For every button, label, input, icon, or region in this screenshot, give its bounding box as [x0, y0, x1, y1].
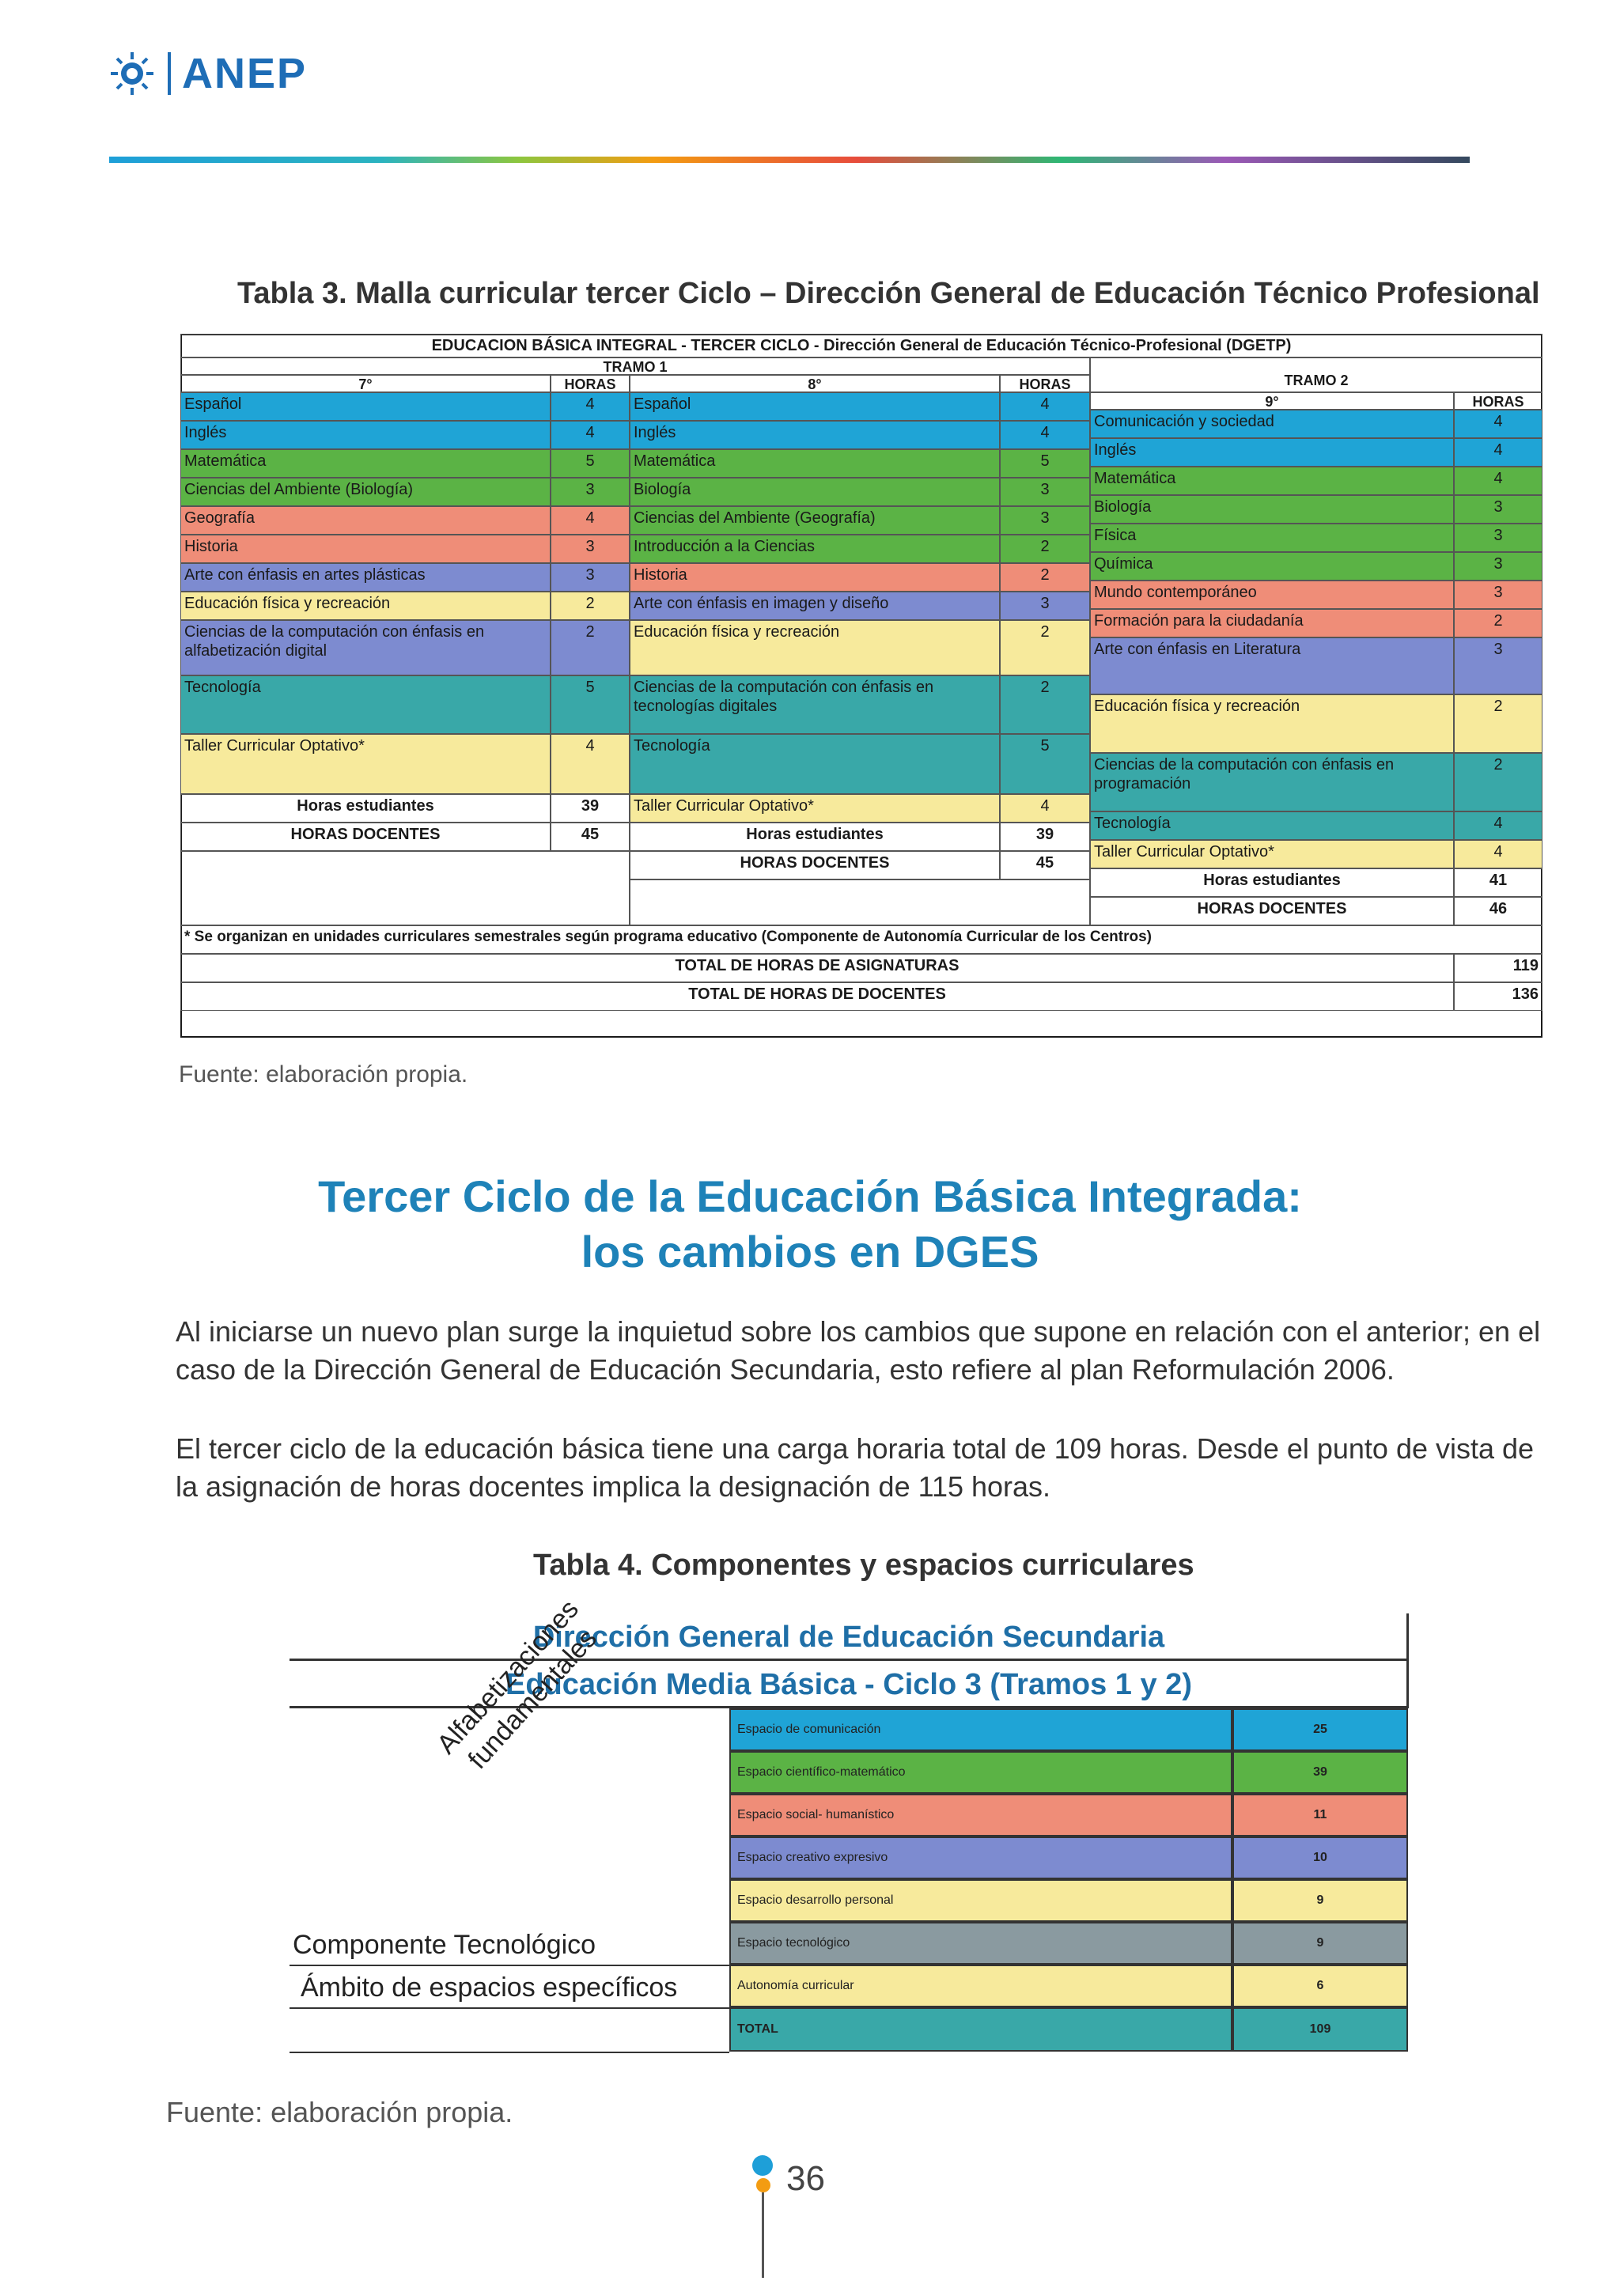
subject-9: Tecnología: [1090, 811, 1454, 840]
horas-docentes-8-label: HORAS DOCENTES: [630, 851, 1000, 879]
hours-8: 4: [1000, 392, 1090, 421]
total-docentes: 136: [1454, 982, 1542, 1011]
hours-7: 4: [551, 506, 630, 535]
space-value: 9: [1232, 1879, 1408, 1922]
hours-8: 5: [1000, 449, 1090, 478]
hours-7: 3: [551, 535, 630, 563]
subject-8: Taller Curricular Optativo*: [630, 794, 1000, 823]
paragraph-2: El tercer ciclo de la educación básica tiene una carga horaria total de 109 horas. Desde el punto de vista de la asignación de horas docentes implica la designación de 115 horas.: [176, 1432, 1535, 1503]
horas-docentes-9-label: HORAS DOCENTES: [1090, 897, 1454, 925]
table4-title2: Educación Media Básica - Ciclo 3 (Tramos 1 y 2): [290, 1661, 1408, 1708]
total-label: TOTAL: [729, 2007, 1232, 2052]
section-heading-line2: los cambios en DGES: [581, 1227, 1039, 1277]
space-label: Espacio científico-matemático: [729, 1751, 1232, 1794]
hours-9: 2: [1454, 609, 1542, 637]
hours-8: 3: [1000, 592, 1090, 620]
horas-estudiantes-8: 39: [1000, 823, 1090, 851]
space-label: Espacio de comunicación: [729, 1708, 1232, 1751]
grade7-header: 7°: [180, 375, 551, 392]
subject-7: Ciencias de la computación con énfasis en alfabetización digital: [180, 620, 551, 675]
section-heading: [0, 1169, 1620, 1280]
subject-8: Español: [630, 392, 1000, 421]
horas-docentes-7: 45: [551, 823, 630, 851]
horas-estudiantes-8-label: Horas estudiantes: [630, 823, 1000, 851]
subject-8: Introducción a la Ciencias: [630, 535, 1000, 563]
table3-caption: Tabla 3. Malla curricular tercer Ciclo – Dirección General de Educación Técnico Profesional: [237, 277, 1540, 310]
hours-7: 5: [551, 449, 630, 478]
horas-estudiantes-9: 41: [1454, 868, 1542, 897]
subject-9: Biología: [1090, 495, 1454, 524]
subject-7: Tecnología: [180, 675, 551, 734]
hours-9: 4: [1454, 840, 1542, 868]
subject-9: Ciencias de la computación con énfasis en programación: [1090, 753, 1454, 811]
hours-8: 2: [1000, 620, 1090, 675]
anep-logo: [109, 46, 307, 101]
paragraph-1: Al iniciarse un nuevo plan surge la inquietud sobre los cambios que supone en relación con el anterior; en el caso de la Dirección General de Educación Secundaria, esto refiere al plan Reformulación 2006.: [176, 1315, 1541, 1386]
hours-9: 3: [1454, 581, 1542, 609]
hours-9: 3: [1454, 495, 1542, 524]
table3-title: EDUCACION BÁSICA INTEGRAL - TERCER CICLO - Dirección General de Educación Técnico-Profesional (DGETP): [180, 334, 1542, 357]
table4-caption: Tabla 4. Componentes y espacios curriculares: [533, 1549, 1194, 1582]
subject-7: Español: [180, 392, 551, 421]
total-docentes-label: TOTAL DE HORAS DE DOCENTES: [180, 982, 1454, 1011]
space-label: Autonomía curricular: [729, 1965, 1232, 2007]
grade9-header: 9°: [1090, 392, 1454, 410]
space-value: 9: [1232, 1922, 1408, 1965]
table3: [180, 334, 1542, 1038]
hours-8: 5: [1000, 734, 1090, 794]
subject-9: Mundo contemporáneo: [1090, 581, 1454, 609]
hours-7: 4: [551, 734, 630, 794]
hours-8: 2: [1000, 563, 1090, 592]
hours7-header: HORAS: [551, 375, 630, 392]
subject-9: Comunicación y sociedad: [1090, 410, 1454, 438]
hours-8: 3: [1000, 506, 1090, 535]
space-value: 10: [1232, 1836, 1408, 1879]
space-value: 39: [1232, 1751, 1408, 1794]
total-asignaturas: 119: [1454, 954, 1542, 982]
logo-divider: [168, 52, 171, 95]
hours-9: 4: [1454, 410, 1542, 438]
space-label: Espacio social- humanístico: [729, 1794, 1232, 1836]
table4-title1: Dirección General de Educación Secundaria: [290, 1613, 1408, 1661]
hours-7: 3: [551, 563, 630, 592]
page-number: 36: [786, 2159, 825, 2198]
row-divider: [290, 1965, 729, 1966]
hours-7: 5: [551, 675, 630, 734]
hours-7: 2: [551, 592, 630, 620]
page-line: [762, 2192, 764, 2278]
grade8-header: 8°: [630, 375, 1000, 392]
subject-7: Geografía: [180, 506, 551, 535]
subject-8: Arte con énfasis en imagen y diseño: [630, 592, 1000, 620]
horas-docentes-7-label: HORAS DOCENTES: [180, 823, 551, 851]
sun-emblem-icon: [109, 51, 155, 96]
subject-7: Matemática: [180, 449, 551, 478]
subject-9: Arte con énfasis en Literatura: [1090, 637, 1454, 694]
subject-8: Educación física y recreación: [630, 620, 1000, 675]
blank-cell: [180, 851, 630, 925]
space-value: 25: [1232, 1708, 1408, 1751]
subject-7: Ciencias del Ambiente (Biología): [180, 478, 551, 506]
subject-7: Arte con énfasis en artes plásticas: [180, 563, 551, 592]
subject-7: Historia: [180, 535, 551, 563]
hours-8: 2: [1000, 535, 1090, 563]
source-note-2: Fuente: elaboración propia.: [166, 2096, 513, 2128]
logo-text: ANEP: [182, 50, 308, 97]
table4-frame-edge: [1406, 1613, 1409, 1708]
space-label: Espacio desarrollo personal: [729, 1879, 1232, 1922]
horas-docentes-8: 45: [1000, 851, 1090, 879]
hours-9: 4: [1454, 811, 1542, 840]
row-divider: [290, 2052, 729, 2053]
hours-9: 4: [1454, 467, 1542, 495]
page-dot-orange: [756, 2178, 770, 2192]
hours-9: 4: [1454, 438, 1542, 467]
hours-9: 3: [1454, 552, 1542, 581]
subject-8: Matemática: [630, 449, 1000, 478]
subject-9: Matemática: [1090, 467, 1454, 495]
diagonal-label: Alfabetizaciones fundamentales: [431, 1594, 603, 1775]
subject-9: Inglés: [1090, 438, 1454, 467]
hours8-header: HORAS: [1000, 375, 1090, 392]
table4: [290, 1594, 1408, 2056]
hours-9: 3: [1454, 524, 1542, 552]
header-rule: [109, 157, 1470, 163]
subject-9: Física: [1090, 524, 1454, 552]
space-value: 11: [1232, 1794, 1408, 1836]
componente-tecnologico: Componente Tecnológico: [293, 1930, 596, 1960]
hours-7: 4: [551, 421, 630, 449]
hours-9: 2: [1454, 694, 1542, 753]
tramo2-header: TRAMO 2: [1090, 357, 1542, 392]
subject-7: Inglés: [180, 421, 551, 449]
tramo1-header: TRAMO 1: [180, 357, 1090, 375]
horas-estudiantes-7-label: Horas estudiantes: [180, 794, 551, 823]
hours-9: 3: [1454, 637, 1542, 694]
subject-8: Tecnología: [630, 734, 1000, 794]
horas-docentes-9: 46: [1454, 897, 1542, 925]
horas-estudiantes-7: 39: [551, 794, 630, 823]
total-asignaturas-label: TOTAL DE HORAS DE ASIGNATURAS: [180, 954, 1454, 982]
subject-8: Biología: [630, 478, 1000, 506]
hours-8: 2: [1000, 675, 1090, 734]
space-label: Espacio tecnológico: [729, 1922, 1232, 1965]
hours-7: 3: [551, 478, 630, 506]
total-value: 109: [1232, 2007, 1408, 2052]
space-label: Espacio creativo expresivo: [729, 1836, 1232, 1879]
hours9-header: HORAS: [1454, 392, 1542, 410]
subject-9: Formación para la ciudadanía: [1090, 609, 1454, 637]
subject-7: Taller Curricular Optativo*: [180, 734, 551, 794]
section-heading-line1: Tercer Ciclo de la Educación Básica Integrada:: [318, 1171, 1302, 1221]
row-divider: [290, 2007, 729, 2009]
subject-9: Química: [1090, 552, 1454, 581]
source-note-1: Fuente: elaboración propia.: [179, 1061, 468, 1087]
blank-cell: [630, 879, 1090, 925]
hours-8: 3: [1000, 478, 1090, 506]
subject-9: Educación física y recreación: [1090, 694, 1454, 753]
hours-9: 2: [1454, 753, 1542, 811]
hours-7: 4: [551, 392, 630, 421]
table3-footnote: * Se organizan en unidades curriculares semestrales según programa educativo (Componente de Autonomía Curricular de los Centros): [180, 925, 1542, 954]
subject-9: Taller Curricular Optativo*: [1090, 840, 1454, 868]
horas-estudiantes-9-label: Horas estudiantes: [1090, 868, 1454, 897]
subject-8: Inglés: [630, 421, 1000, 449]
space-value: 6: [1232, 1965, 1408, 2007]
hours-8: 4: [1000, 421, 1090, 449]
subject-8: Historia: [630, 563, 1000, 592]
subject-8: Ciencias de la computación con énfasis en tecnologías digitales: [630, 675, 1000, 734]
subject-8: Ciencias del Ambiente (Geografía): [630, 506, 1000, 535]
page-dot-blue: [752, 2155, 773, 2176]
subject-7: Educación física y recreación: [180, 592, 551, 620]
hours-8: 4: [1000, 794, 1090, 823]
ambito-espacios: Ámbito de espacios específicos: [301, 1973, 678, 2003]
hours-7: 2: [551, 620, 630, 675]
